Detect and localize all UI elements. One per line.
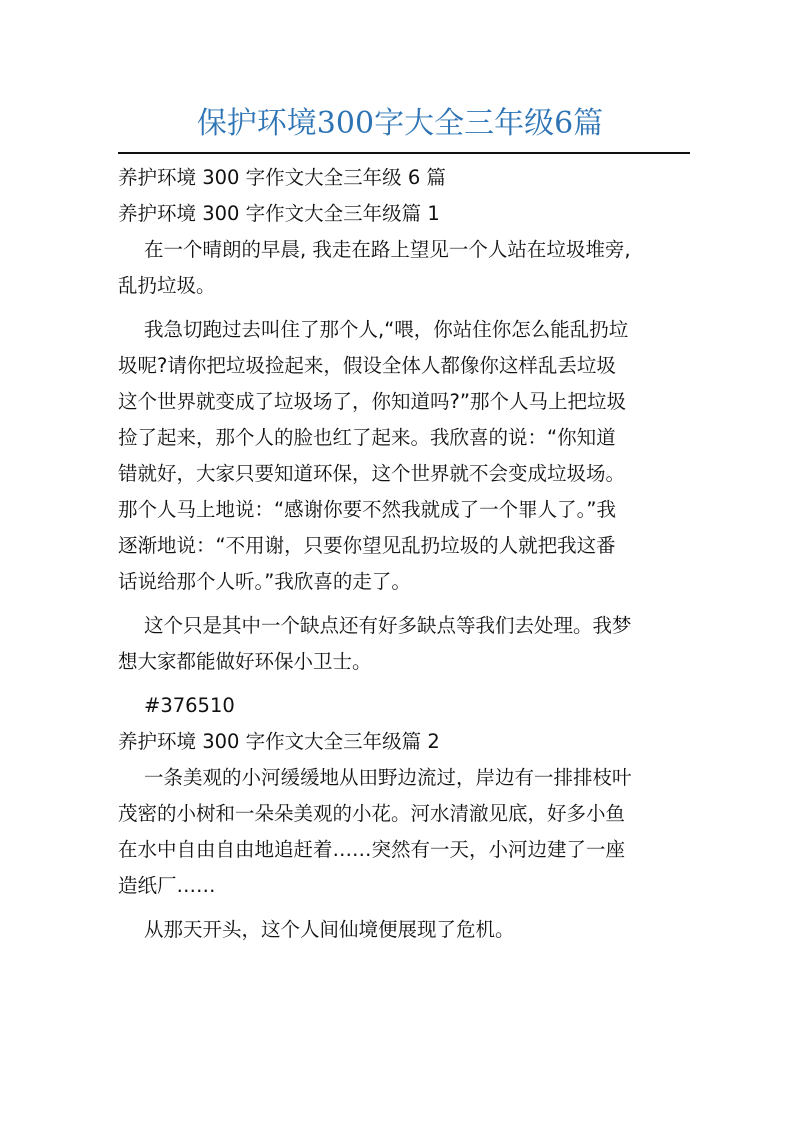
text-line: 这个世界就变成了垃圾场了，你知道吗?”那个人马上把垃圾 bbox=[118, 390, 626, 413]
text-line: 这个只是其中一个缺点还有好多缺点等我们去处理。我梦 bbox=[144, 614, 632, 637]
text-line: 话说给那个人听。”我欣喜的走了。 bbox=[118, 570, 411, 593]
section-heading-1: 养护环境 300 字作文大全三年级篇 1 bbox=[118, 202, 440, 225]
text-line: 一条美观的小河缓缓地从田野边流过，岸边有一排排枝叶 bbox=[144, 766, 632, 789]
document-title: 保护环境300字大全三年级6篇 bbox=[196, 106, 604, 141]
text-line: 从那天开头，这个人间仙境便展现了危机。 bbox=[144, 918, 515, 941]
title-divider bbox=[118, 152, 690, 154]
text-line: 乱扔垃圾。 bbox=[118, 274, 216, 297]
text-line: 茂密的小树和一朵朵美观的小花。河水清澈见底，好多小鱼 bbox=[118, 802, 626, 825]
paragraph-5 bbox=[118, 912, 688, 948]
text-line: 在水中自由自由地追赶着……突然有一天，小河边建了一座 bbox=[118, 838, 626, 861]
paragraph-2 bbox=[118, 312, 688, 600]
text-line: 想大家都能做好环保小卫士。 bbox=[118, 650, 372, 673]
text-line: 在一个晴朗的早晨, 我走在路上望见一个人站在垃圾堆旁, bbox=[144, 238, 631, 261]
document-body bbox=[118, 160, 688, 948]
text-line: 错就好，大家只要知道环保，这个世界就不会变成垃圾场。 bbox=[118, 462, 626, 485]
text-line: 圾呢?请你把垃圾捡起来，假设全体人都像你这样乱丢垃圾 bbox=[118, 354, 616, 377]
document-tag: #376510 bbox=[144, 694, 235, 717]
text-line: 我急切跑过去叫住了那个人,“喂，你站住你怎么能乱扔垃 bbox=[144, 318, 629, 341]
text-line: 捡了起来，那个人的脸也红了起来。我欣喜的说：“你知道 bbox=[118, 426, 616, 449]
paragraph-4 bbox=[118, 760, 688, 904]
paragraph-1 bbox=[118, 232, 688, 304]
section-heading-2: 养护环境 300 字作文大全三年级篇 2 bbox=[118, 730, 440, 753]
text-line: 逐渐地说：“不用谢，只要你望见乱扔垃圾的人就把我这番 bbox=[118, 534, 616, 557]
paragraph-3 bbox=[118, 608, 688, 680]
text-line: 造纸厂…… bbox=[118, 874, 216, 897]
main-heading: 养护环境 300 字作文大全三年级 6 篇 bbox=[118, 166, 446, 189]
text-line: 那个人马上地说：“感谢你要不然我就成了一个罪人了。”我 bbox=[118, 498, 616, 521]
